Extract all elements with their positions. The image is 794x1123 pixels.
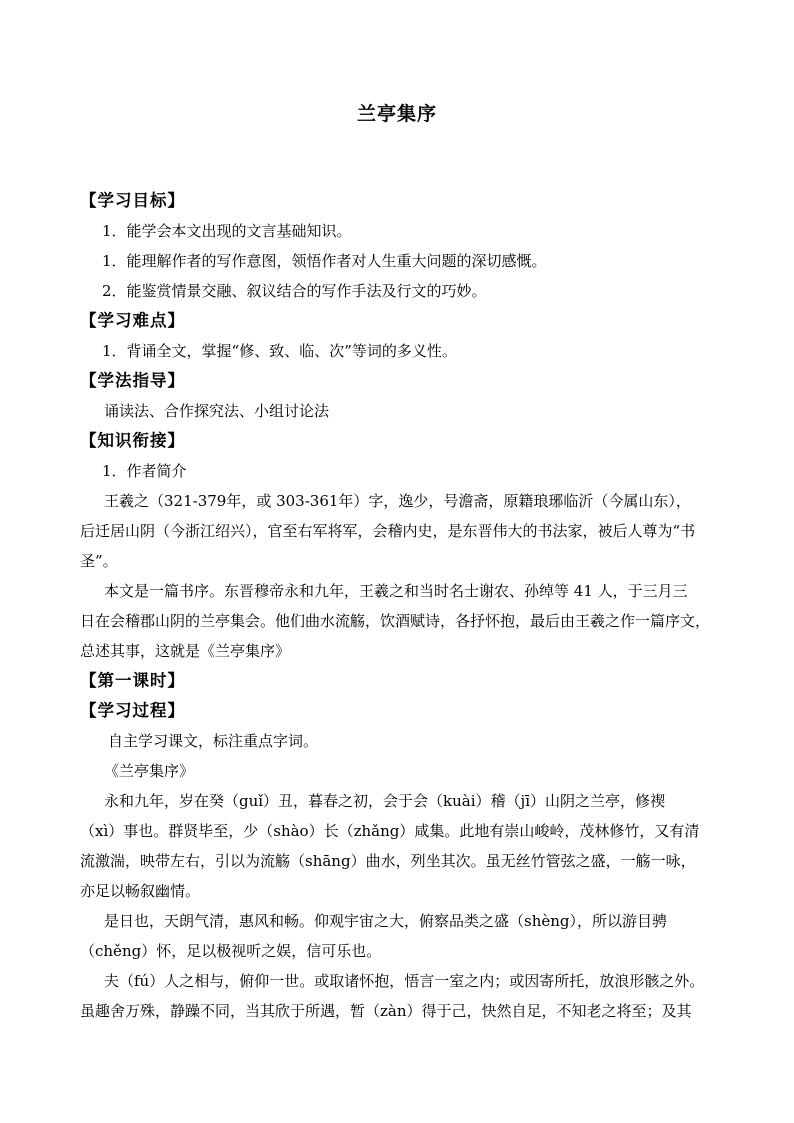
- text-line: 流激湍，映带左右，引以为流觞（shāng）曲水，列坐其次。虽无丝竹管弦之盛，一觞一咏，: [80, 852, 696, 870]
- objective-item: 1．能理解作者的写作意图，领悟作者对人生重大问题的深切感慨。: [102, 252, 547, 270]
- paragraph-line: 本文是一篇书序。东晋穆帝永和九年，王羲之和当时名士谢农、孙绰等 41 人，于三月三: [104, 582, 688, 600]
- paragraph-line: 日在会稽郡山阴的兰亭集会。他们曲水流觞，饮酒赋诗，各抒怀抱，最后由王羲之作一篇序文，: [80, 612, 711, 630]
- text-title: 《兰亭集序》: [104, 762, 195, 780]
- heading-lesson: 【第一课时】: [80, 671, 185, 690]
- text-line: 夫（fú）人之相与，俯仰一世。或取诸怀抱，悟言一室之内；或因寄所托，放浪形骸之外。: [104, 972, 705, 990]
- methods-text: 诵读法、合作探究法、小组讨论法: [104, 402, 330, 420]
- heading-difficulties: 【学习难点】: [80, 311, 185, 330]
- text-line: 永和九年，岁在癸（guǐ）丑，暮春之初，会于会（kuài）稽（jī）山阴之兰亭，修禊: [104, 792, 666, 810]
- text-line: 亦足以畅叙幽情。: [80, 882, 201, 900]
- text-line: （chěng）怀，足以极视听之娱，信可乐也。: [80, 942, 382, 960]
- text-line: 是日也，天朗气清，惠风和畅。仰观宇宙之大，俯察品类之盛（shèng），所以游目骋: [104, 912, 668, 930]
- text-line: 虽趣舍万殊，静躁不同，当其欣于所遇，暂（zàn）得于己，快然自足，不知老之将至；及其: [80, 1002, 692, 1020]
- process-intro: 自主学习课文，标注重点字词。: [108, 732, 319, 750]
- text-line: （xì）事也。群贤毕至，少（shào）长（zhǎng）咸集。此地有崇山峻岭，茂林修竹，又有清: [80, 822, 700, 840]
- paragraph-line: 圣”。: [80, 552, 118, 570]
- heading-objectives: 【学习目标】: [80, 191, 185, 210]
- objective-item: 1．能学会本文出现的文言基础知识。: [102, 222, 352, 240]
- heading-methods: 【学法指导】: [80, 371, 185, 390]
- paragraph-line: 总述其事，这就是《兰亭集序》: [80, 642, 291, 660]
- knowledge-subheading: 1．作者简介: [102, 462, 187, 480]
- heading-process: 【学习过程】: [80, 701, 185, 720]
- paragraph-line: 后迁居山阴（今浙江绍兴），官至右军将军，会稽内史，是东晋伟大的书法家，被后人尊为“书: [80, 522, 696, 540]
- document-body: [80, 186, 728, 1026]
- difficulty-item: 1．背诵全文，掌握“修、致、临、次”等词的多义性。: [102, 342, 457, 360]
- document-title: 兰亭集序: [356, 103, 437, 125]
- objective-item: 2．能鉴赏情景交融、叙议结合的写作手法及行文的巧妙。: [102, 282, 487, 300]
- heading-knowledge: 【知识衔接】: [80, 431, 185, 450]
- paragraph-line: 王羲之（321-379年，或 303-361年）字，逸少，号澹斋，原籍琅琊临沂（今属山东），: [104, 492, 691, 510]
